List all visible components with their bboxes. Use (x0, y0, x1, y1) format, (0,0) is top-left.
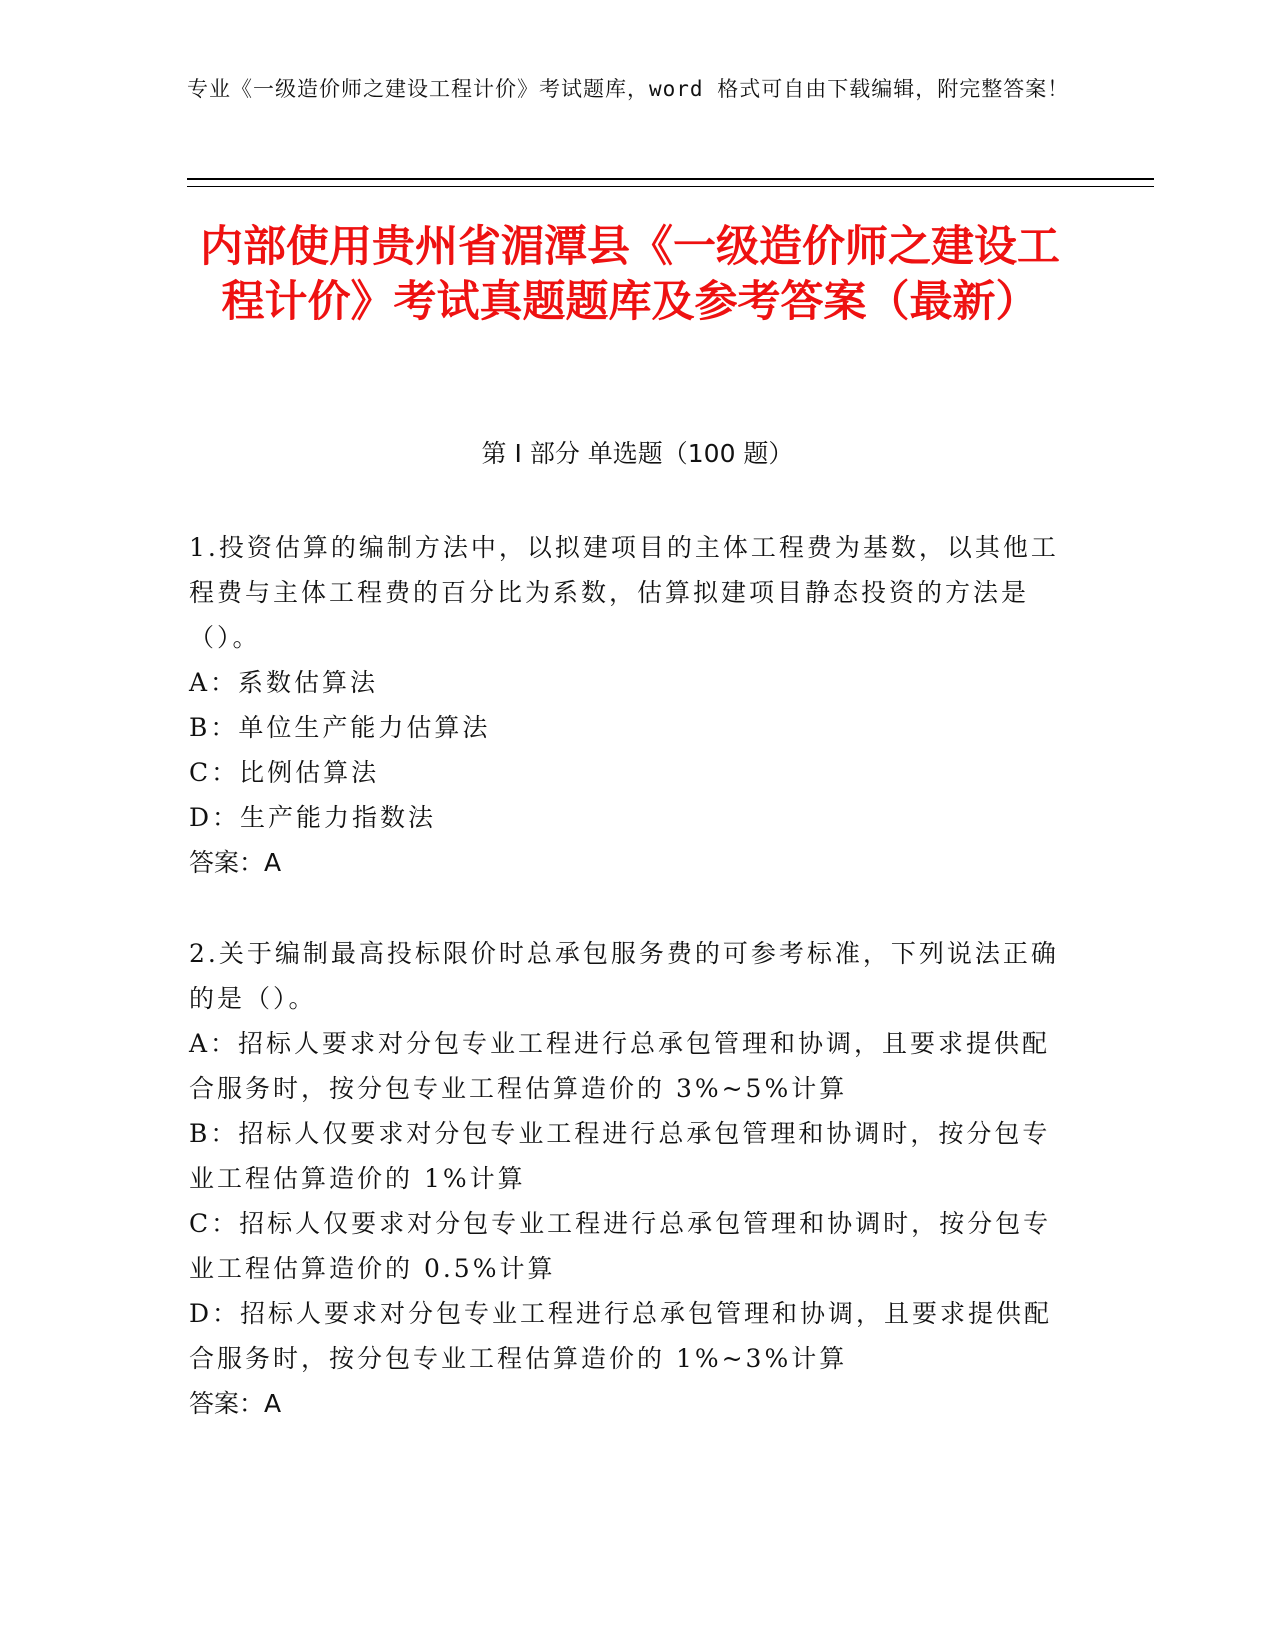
header-rule-thin (187, 186, 1154, 187)
header-rule-thick (187, 178, 1154, 180)
option-a: A：招标人要求对分包专业工程进行总承包管理和协调，且要求提供配合服务时，按分包专业工程估算造价的 3%~5%计算 (189, 1029, 1051, 1103)
header-note: 专业《一级造价师之建设工程计价》考试题库，word 格式可自由下载编辑，附完整答案！ (187, 77, 1070, 101)
answer: 答案：A (189, 848, 282, 877)
question-2 (189, 931, 1069, 1426)
option-c: C：比例估算法 (189, 758, 380, 787)
document-title: 内部使用贵州省湄潭县《一级造价师之建设工程计价》考试真题题库及参考答案（最新） (200, 222, 1060, 327)
question-stem: 2.关于编制最高投标限价时总承包服务费的可参考标准，下列说法正确的是（）。 (189, 939, 1059, 1013)
option-a: A：系数估算法 (189, 668, 379, 697)
question-1 (189, 525, 1069, 885)
option-b: B：单位生产能力估算法 (189, 713, 491, 742)
question-stem: 1.投资估算的编制方法中，以拟建项目的主体工程费为基数，以其他工程费与主体工程费的百分比为系数，估算拟建项目静态投资的方法是（）。 (189, 533, 1059, 652)
option-d: D：招标人要求对分包专业工程进行总承包管理和协调，且要求提供配合服务时，按分包专业工程估算造价的 1%~3%计算 (189, 1299, 1053, 1373)
option-d: D：生产能力指数法 (189, 803, 437, 832)
question-list (189, 525, 1069, 1472)
section-title: 第 I 部分 单选题（100 题） (481, 439, 794, 468)
option-b: B：招标人仅要求对分包专业工程进行总承包管理和协调时，按分包专业工程估算造价的 1%计算 (189, 1119, 1051, 1193)
answer: 答案：A (189, 1389, 282, 1418)
option-c: C：招标人仅要求对分包专业工程进行总承包管理和协调时，按分包专业工程估算造价的 0.5%计算 (189, 1209, 1052, 1283)
